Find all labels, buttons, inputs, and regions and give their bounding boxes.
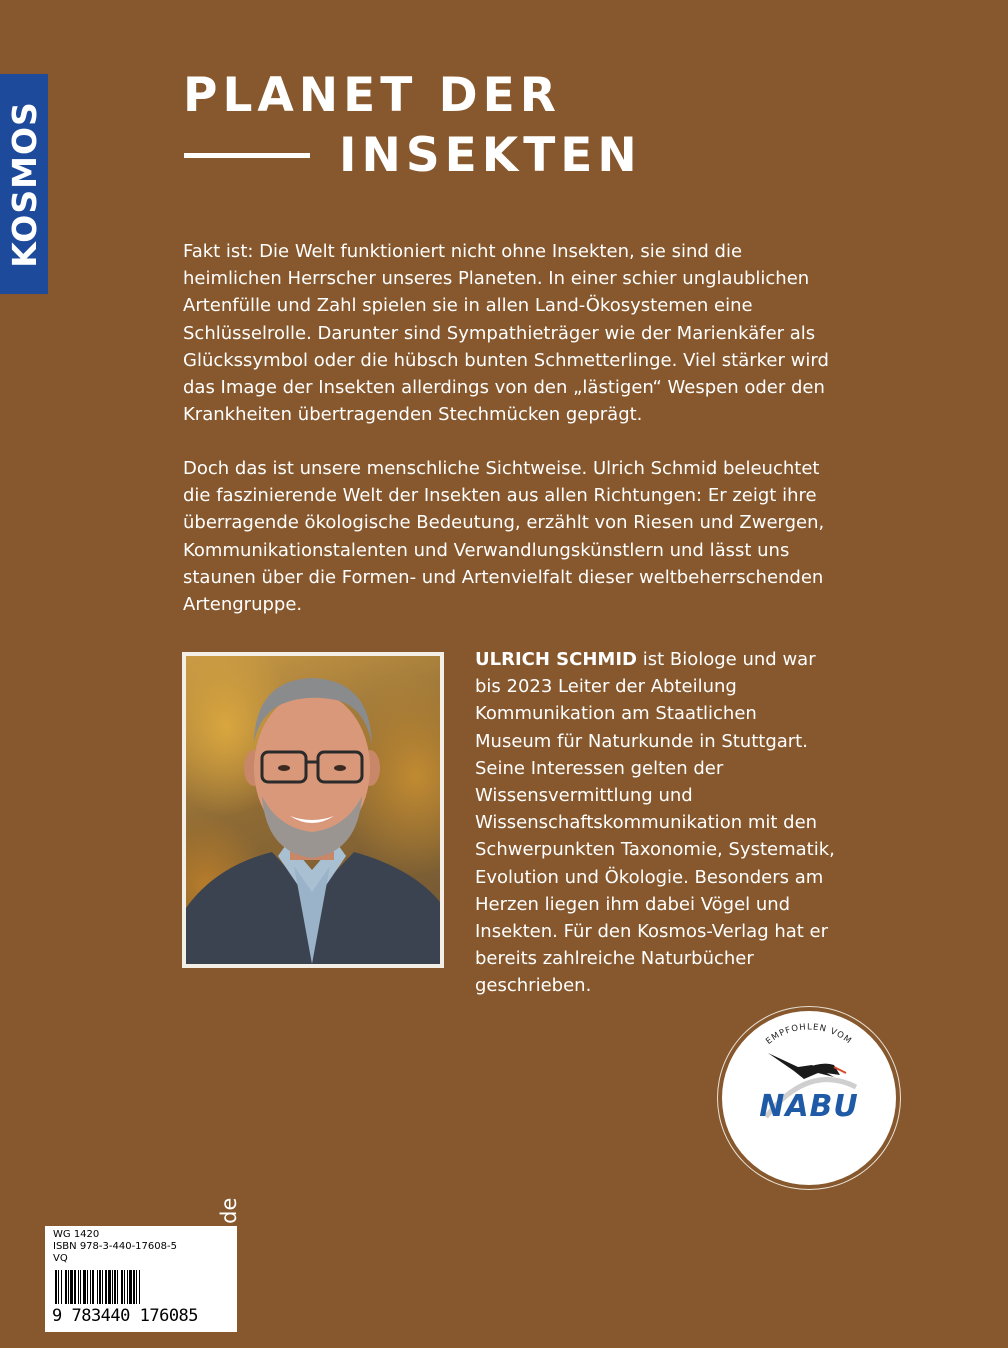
- barcode-bar: [78, 1270, 79, 1304]
- barcode-bar: [61, 1270, 62, 1304]
- barcode-bar: [87, 1270, 88, 1304]
- barcode-bar: [74, 1270, 76, 1304]
- barcode-bar: [58, 1270, 59, 1304]
- title-line-1: PLANET DER: [183, 68, 561, 123]
- blurb-paragraph-1: Fakt ist: Die Welt funktioniert nicht ohne Insekten, sie sind die heimlichen Herrscher unseres Planeten. In einer schier unglaublichen Artenfülle und Zahl spielen sie in allen Land-Ökosystemen eine Schlüsselrolle. Darunter sind Sympathieträger wie der Marienkäfer als Glückssymbol oder die hübsch bunten Schmetterlinge. Viel stärker wird das Image der Insekten allerdings von den „lästigen“ Wespen oder den Krankheiten übertragenden Stechmücken geprägt.: [183, 241, 829, 426]
- barcode-box: [45, 1226, 237, 1332]
- stork-icon: [768, 1053, 846, 1079]
- kosmos-logo-tab: [0, 74, 48, 294]
- svg-text:EMPFOHLEN VOM: [764, 1022, 853, 1046]
- barcode-wg: WG 1420: [53, 1229, 100, 1240]
- barcode-bar: [121, 1270, 123, 1304]
- barcode-bar: [129, 1270, 132, 1304]
- barcode-isbn: ISBN 978-3-440-17608-5: [53, 1241, 177, 1252]
- barcode-bar: [68, 1270, 69, 1304]
- barcode-bar: [127, 1270, 128, 1304]
- barcode-bar: [80, 1270, 81, 1304]
- author-bio-text: ist Biologe und war bis 2023 Leiter der Abteilung Kommunikation am Staatlichen Museum für Naturkunde in Stuttgart. Seine Interessen gelten der Wissensvermittlung und Wissenschaftskommunikation mit den Schwerpunkten Taxonomie, Systematik, Evolution und Ökologie. Besonders am Herzen liegen ihm dabei Vögel und Insekten. Für den Kosmos-Verlag hat er bereits zahlreiche Naturbücher geschrieben.: [475, 649, 835, 997]
- barcode-vq: VQ: [53, 1253, 68, 1264]
- author-bio: [475, 646, 835, 1000]
- barcode-bar: [55, 1270, 57, 1304]
- barcode-bar: [90, 1270, 91, 1304]
- barcode-bar: [102, 1270, 103, 1304]
- author-name: ULRICH SCHMID: [475, 649, 637, 670]
- barcode-bar: [108, 1270, 111, 1304]
- nabu-arc-text: EMPFOHLEN VOM: [764, 1022, 854, 1047]
- barcode-bar: [117, 1270, 118, 1304]
- nabu-logo-text: NABU: [759, 1089, 859, 1124]
- nabu-badge: [722, 1011, 896, 1185]
- barcode-bar: [124, 1270, 125, 1304]
- barcode-bar: [97, 1270, 98, 1304]
- blurb-paragraph-2: Doch das ist unsere menschliche Sichtweise. Ulrich Schmid beleuchtet die faszinierende Welt der Insekten aus allen Richtungen: Er zeigt ihre überragende ökologische Bedeutung, erzählt von Riesen und Zwergen, Kommunikationstalenten und Verwandlungskünstlern und lässt uns staunen über die Formen- und Artenvielfalt dieser weltbeherrschenden Artengruppe.: [183, 458, 825, 616]
- barcode-bar: [139, 1270, 140, 1304]
- barcode-bar: [112, 1270, 113, 1304]
- kosmos-logo-text: KOSMOS: [4, 100, 44, 268]
- barcode-bar: [70, 1270, 73, 1304]
- barcode-bar: [99, 1270, 101, 1304]
- barcode-bar: [83, 1270, 86, 1304]
- barcode-bar: [136, 1270, 137, 1304]
- barcode-bar: [105, 1270, 107, 1304]
- barcode-bar: [65, 1270, 67, 1304]
- author-photo: [182, 652, 444, 968]
- title-rule: [184, 153, 310, 158]
- barcode-bar: [133, 1270, 135, 1304]
- title-line-2: INSEKTEN: [339, 128, 642, 183]
- barcode-digits: 9 783440 176085: [52, 1306, 199, 1326]
- barcode-bar: [92, 1270, 94, 1304]
- barcode-bar: [114, 1270, 116, 1304]
- website-url-text: kosmos.de: [217, 1197, 241, 1310]
